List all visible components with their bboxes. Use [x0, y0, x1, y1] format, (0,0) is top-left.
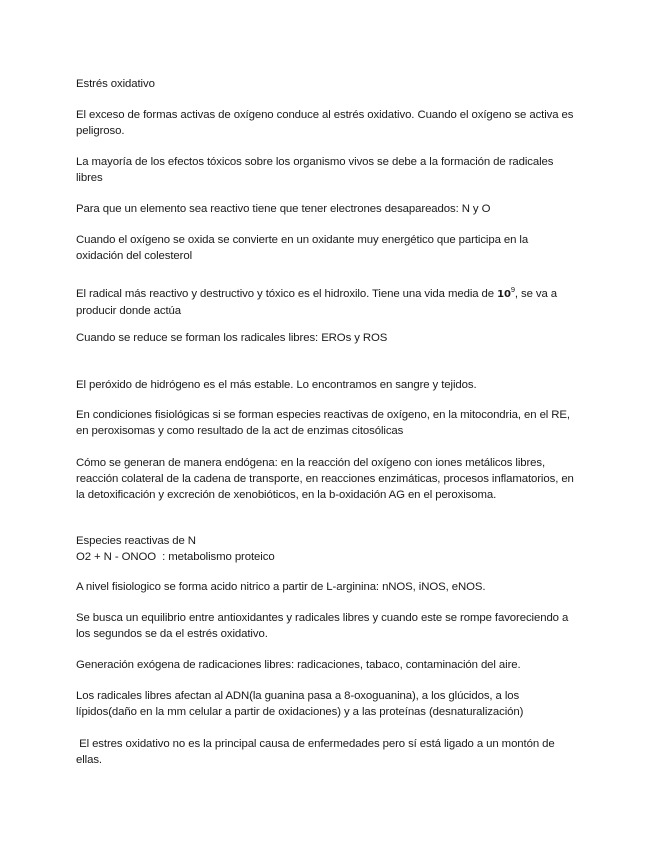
paragraph-7: El peróxido de hidrógeno es el más estable. Lo encontramos en sangre y tejidos.	[76, 379, 477, 391]
paragraph-11: A nivel fisiologico se forma acido nitrico a partir de L-arginina: nNOS, iNOS, eNOS.	[76, 581, 486, 593]
paragraph-4: Cuando el oxígeno se oxida se convierte en un oxidante muy energético que participa en la oxidación del colesterol	[76, 234, 529, 262]
paragraph-9: Cómo se generan de manera endógena: en la reacción del oxígeno con iones metálicos libres, reacción colateral de la cadena de transporte, en reacciones enzimáticas, procesos inflamatorios, en la detoxificación y excreción de xenobióticos, en la b-oxidación AG en el peroxisoma.	[76, 457, 574, 501]
paragraph-5-text: El radical más reactivo y destructivo y tóxico es el hidroxilo. Tiene una vida media de	[76, 288, 498, 300]
paragraph-15: El estres oxidativo no es la principal causa de enfermedades pero sí está ligado a un montón de ellas.	[76, 738, 558, 766]
paragraph-6: Cuando se reduce se forman los radicales libres: EROs y ROS	[76, 332, 388, 344]
paragraph-12: Se busca un equilibrio entre antioxidantes y radicales libres y cuando este se rompe favoreciendo a los segundos se da el estrés oxidativo.	[76, 612, 569, 640]
paragraph-5-tail: , se va a producir donde actúa	[76, 288, 558, 317]
paragraph-14: Los radicales libres afectan al ADN(la guanina pasa a 8-oxoguanina), a los glúcidos, a los lípidos(daño en la mm celular a partir de oxidaciones) y a las proteínas (desnaturalización)	[76, 690, 524, 718]
document-title: Estrés oxidativo	[76, 78, 155, 90]
paragraph-10-heading: Especies reactivas de N	[76, 535, 196, 547]
paragraph-13: Generación exógena de radicaciones libres: radicaciones, tabaco, contaminación del aire.	[76, 659, 521, 671]
paragraph-8: En condiciones fisiológicas si se forman especies reactivas de oxígeno, en la mitocondria, en el RE, en peroxisomas y como resultado de la act de enzimas citosólicas	[76, 409, 570, 437]
exponent-expression	[497, 285, 515, 300]
paragraph-1: El exceso de formas activas de oxígeno conduce al estrés oxidativo. Cuando el oxígeno se activa es peligroso.	[76, 109, 574, 137]
paragraph-2: La mayoría de los efectos tóxicos sobre los organismo vivos se debe a la formación de radicales libres	[76, 156, 554, 184]
exponent-power: 9	[510, 285, 515, 294]
exponent-base: 10	[497, 289, 511, 300]
paragraph-3: Para que un elemento sea reactivo tiene que tener electrones desapareados: N y O	[76, 203, 491, 215]
paragraph-10-formula: O2 + N - ONOO : metabolismo proteico	[76, 551, 275, 563]
paragraph-5	[76, 282, 576, 319]
